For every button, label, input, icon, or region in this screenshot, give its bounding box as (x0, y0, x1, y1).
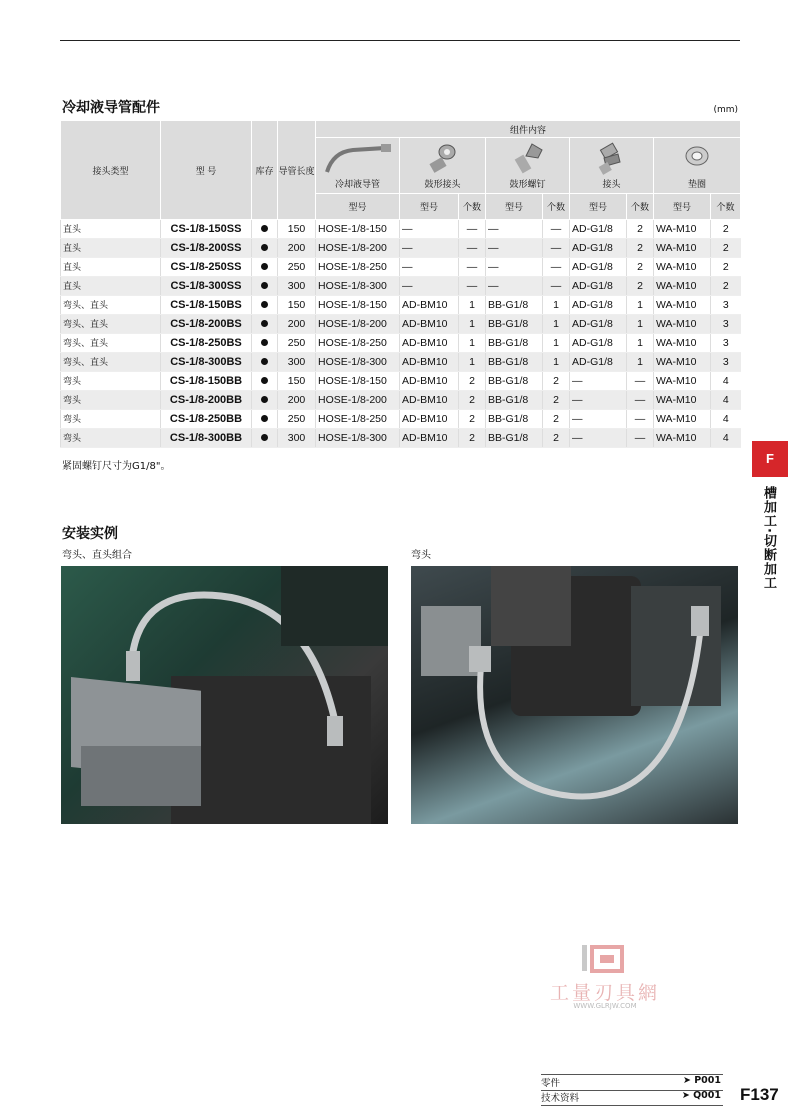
table-cell-w-n: 3 (711, 296, 741, 315)
stock-available-icon (261, 377, 268, 384)
table-cell-j: — (570, 391, 627, 410)
caption-right: 弯头 (411, 550, 431, 561)
table-cell-w-n: 3 (711, 315, 741, 334)
table-cell-j: AD-G1/8 (570, 296, 627, 315)
table-row (61, 239, 741, 258)
table-cell-j: AD-G1/8 (570, 239, 627, 258)
table-cell-w: WA-M10 (654, 277, 711, 296)
table-cell-dj-n: 2 (459, 429, 486, 448)
stock-available-icon (261, 415, 268, 422)
stock-available-icon (261, 301, 268, 308)
stock-available-icon (261, 358, 268, 365)
header-drum-joint: 鼓形接头 (400, 138, 486, 194)
table-cell-dj-n: 2 (459, 372, 486, 391)
table-cell-w: WA-M10 (654, 429, 711, 448)
caption-left: 弯头、直头组合 (62, 550, 132, 561)
table-cell-w: WA-M10 (654, 334, 711, 353)
table-cell-w-n: 2 (711, 258, 741, 277)
table-cell-j-n: — (627, 391, 654, 410)
table-cell-dj: AD-BM10 (400, 315, 459, 334)
table-cell-j-n: — (627, 410, 654, 429)
table-row (61, 277, 741, 296)
table-cell-length: 250 (278, 258, 316, 277)
header-contents: 组件内容 (316, 121, 741, 138)
table-cell-j: — (570, 410, 627, 429)
table-cell-j: AD-G1/8 (570, 277, 627, 296)
table-cell-j-n: 1 (627, 353, 654, 372)
table-cell-ds-n: 2 (543, 372, 570, 391)
table-cell-ds-n: 2 (543, 429, 570, 448)
table-cell-w-n: 4 (711, 372, 741, 391)
table-cell-w-n: 3 (711, 334, 741, 353)
table-cell-hose: HOSE-1/8-300 (316, 277, 400, 296)
table-cell-model: CS-1/8-300SS (161, 277, 252, 296)
table-cell-type: 弯头 (61, 391, 161, 410)
table-cell-type: 弯头、直头 (61, 296, 161, 315)
table-cell-length: 300 (278, 429, 316, 448)
table-cell-ds-n: — (543, 220, 570, 239)
table-cell-length: 150 (278, 220, 316, 239)
table-cell-ds: BB-G1/8 (486, 296, 543, 315)
photo-illustration-left (61, 566, 388, 824)
table-row (61, 296, 741, 315)
table-cell-ds: — (486, 239, 543, 258)
table-cell-model: CS-1/8-200BS (161, 315, 252, 334)
stock-dot-cell (252, 220, 278, 239)
table-cell-ds: BB-G1/8 (486, 410, 543, 429)
table-cell-dj: — (400, 220, 459, 239)
stock-available-icon (261, 339, 268, 346)
table-cell-ds: BB-G1/8 (486, 353, 543, 372)
table-cell-j: — (570, 429, 627, 448)
table-cell-j-n: — (627, 372, 654, 391)
stock-available-icon (261, 396, 268, 403)
table-row (61, 334, 741, 353)
table-cell-ds-n: — (543, 258, 570, 277)
table-cell-w-n: 4 (711, 429, 741, 448)
table-cell-dj: AD-BM10 (400, 429, 459, 448)
subheader-dj-qty: 个数 (459, 194, 486, 220)
section-title: 冷却液导管配件 (62, 100, 160, 116)
table-cell-length: 300 (278, 353, 316, 372)
subheader-dj-model: 型号 (400, 194, 459, 220)
table-cell-model: CS-1/8-300BS (161, 353, 252, 372)
table-cell-w-n: 3 (711, 353, 741, 372)
table-cell-type: 弯头、直头 (61, 353, 161, 372)
subheader-w-qty: 个数 (711, 194, 741, 220)
table-cell-type: 弯头、直头 (61, 334, 161, 353)
table-cell-dj: — (400, 277, 459, 296)
table-cell-hose: HOSE-1/8-200 (316, 391, 400, 410)
table-cell-model: CS-1/8-250SS (161, 258, 252, 277)
table-cell-ds-n: 1 (543, 315, 570, 334)
table-cell-w: WA-M10 (654, 296, 711, 315)
table-cell-ds: — (486, 258, 543, 277)
stock-dot-cell (252, 315, 278, 334)
table-cell-ds-n: — (543, 277, 570, 296)
table-cell-w: WA-M10 (654, 258, 711, 277)
table-cell-length: 200 (278, 315, 316, 334)
table-cell-model: CS-1/8-300BB (161, 429, 252, 448)
table-cell-model: CS-1/8-150BS (161, 296, 252, 315)
stock-available-icon (261, 320, 268, 327)
table-cell-dj-n: 2 (459, 410, 486, 429)
table-cell-j-n: — (627, 429, 654, 448)
table-cell-w: WA-M10 (654, 220, 711, 239)
ref-tech[interactable] (541, 1090, 723, 1106)
table-cell-ds-n: 1 (543, 334, 570, 353)
table-cell-dj-n: 1 (459, 296, 486, 315)
chapter-title: 槽加工·切断加工 (761, 486, 776, 590)
table-cell-type: 弯头 (61, 372, 161, 391)
table-cell-model: CS-1/8-200BB (161, 391, 252, 410)
table-cell-ds-n: 1 (543, 296, 570, 315)
stock-dot-cell (252, 410, 278, 429)
table-cell-length: 150 (278, 372, 316, 391)
photo-illustration-right (411, 566, 738, 824)
spec-table (60, 120, 741, 448)
stock-available-icon (261, 282, 268, 289)
table-cell-w: WA-M10 (654, 410, 711, 429)
stock-dot-cell (252, 429, 278, 448)
table-cell-dj: AD-BM10 (400, 334, 459, 353)
subheader-ds-model: 型号 (486, 194, 543, 220)
subheader-w-model: 型号 (654, 194, 711, 220)
table-cell-type: 直头 (61, 220, 161, 239)
table-cell-ds: BB-G1/8 (486, 315, 543, 334)
table-cell-hose: HOSE-1/8-250 (316, 410, 400, 429)
header-length: 导管长度 (278, 121, 316, 220)
header-joint: 接头 (570, 138, 654, 194)
stock-dot-cell (252, 391, 278, 410)
table-cell-type: 弯头 (61, 429, 161, 448)
ref-parts-page[interactable]: ➤ P001 (682, 1075, 721, 1086)
ref-parts-label: 零件 (541, 1078, 561, 1089)
table-cell-hose: HOSE-1/8-200 (316, 239, 400, 258)
table-cell-j: AD-G1/8 (570, 353, 627, 372)
table-row (61, 372, 741, 391)
table-cell-j-n: 2 (627, 258, 654, 277)
table-cell-dj: AD-BM10 (400, 372, 459, 391)
banjo-screw-icon (508, 142, 548, 176)
table-cell-ds: BB-G1/8 (486, 334, 543, 353)
table-cell-j-n: 2 (627, 239, 654, 258)
table-row (61, 391, 741, 410)
table-row (61, 429, 741, 448)
table-cell-j: AD-G1/8 (570, 334, 627, 353)
table-cell-j-n: 2 (627, 220, 654, 239)
watermark-url: WWW.GLRJW.COM (573, 1002, 637, 1010)
table-cell-j-n: 1 (627, 296, 654, 315)
table-cell-dj: AD-BM10 (400, 296, 459, 315)
watermark-logo-icon (580, 943, 630, 977)
table-cell-ds: BB-G1/8 (486, 429, 543, 448)
table-cell-dj-n: — (459, 258, 486, 277)
table-row (61, 353, 741, 372)
table-cell-ds-n: 2 (543, 391, 570, 410)
subheader-hose-model: 型号 (316, 194, 400, 220)
header-hose: 冷却液导管 (316, 138, 400, 194)
table-cell-ds: — (486, 277, 543, 296)
table-cell-length: 300 (278, 277, 316, 296)
adapter-icon (592, 142, 632, 176)
table-cell-w: WA-M10 (654, 391, 711, 410)
table-cell-j: AD-G1/8 (570, 315, 627, 334)
table-cell-model: CS-1/8-150SS (161, 220, 252, 239)
table-cell-type: 直头 (61, 258, 161, 277)
table-cell-w: WA-M10 (654, 372, 711, 391)
table-cell-j-n: 1 (627, 315, 654, 334)
banjo-joint-icon (423, 142, 463, 176)
table-cell-hose: HOSE-1/8-150 (316, 296, 400, 315)
stock-dot-cell (252, 372, 278, 391)
table-cell-ds: — (486, 220, 543, 239)
table-cell-w-n: 4 (711, 410, 741, 429)
header-joint-type: 接头类型 (61, 121, 161, 220)
table-cell-j: AD-G1/8 (570, 220, 627, 239)
stock-available-icon (261, 263, 268, 270)
table-cell-type: 弯头、直头 (61, 315, 161, 334)
table-cell-dj: AD-BM10 (400, 410, 459, 429)
table-cell-type: 弯头 (61, 410, 161, 429)
page-number: F137 (740, 1085, 779, 1104)
stock-dot-cell (252, 334, 278, 353)
stock-dot-cell (252, 353, 278, 372)
table-cell-length: 150 (278, 296, 316, 315)
table-row (61, 410, 741, 429)
subheader-ds-qty: 个数 (543, 194, 570, 220)
table-body (61, 220, 741, 448)
table-cell-hose: HOSE-1/8-300 (316, 429, 400, 448)
table-cell-w-n: 2 (711, 220, 741, 239)
header-drum-screw: 鼓形螺钉 (486, 138, 570, 194)
table-cell-hose: HOSE-1/8-150 (316, 372, 400, 391)
table-cell-length: 250 (278, 410, 316, 429)
ref-tech-page[interactable]: ➤ Q001 (681, 1090, 721, 1101)
table-cell-dj-n: — (459, 239, 486, 258)
table-cell-dj: AD-BM10 (400, 353, 459, 372)
subheader-j-model: 型号 (570, 194, 627, 220)
table-row (61, 220, 741, 239)
table-cell-dj-n: 2 (459, 391, 486, 410)
table-note: 紧固螺钉尺寸为G1/8"。 (62, 461, 171, 472)
chapter-tab[interactable]: F (752, 441, 788, 477)
table-cell-model: CS-1/8-250BS (161, 334, 252, 353)
stock-dot-cell (252, 296, 278, 315)
stock-available-icon (261, 434, 268, 441)
table-cell-model: CS-1/8-200SS (161, 239, 252, 258)
table-cell-ds-n: 1 (543, 353, 570, 372)
hose-icon (323, 142, 393, 176)
table-cell-hose: HOSE-1/8-200 (316, 315, 400, 334)
table-cell-dj-n: — (459, 277, 486, 296)
table-cell-j: AD-G1/8 (570, 258, 627, 277)
ref-tech-label: 技术资料 (541, 1093, 580, 1104)
table-cell-type: 直头 (61, 277, 161, 296)
stock-dot-cell (252, 277, 278, 296)
table-cell-j-n: 2 (627, 277, 654, 296)
table-cell-dj-n: 1 (459, 315, 486, 334)
table-cell-dj-n: 1 (459, 334, 486, 353)
subheader-j-qty: 个数 (627, 194, 654, 220)
install-title: 安装实例 (62, 526, 118, 542)
table-cell-ds: BB-G1/8 (486, 372, 543, 391)
ref-parts[interactable] (541, 1074, 723, 1091)
install-photo-left (61, 566, 388, 824)
table-cell-length: 200 (278, 239, 316, 258)
header-model: 型 号 (161, 121, 252, 220)
stock-dot-cell (252, 258, 278, 277)
table-row (61, 315, 741, 334)
stock-dot-cell (252, 239, 278, 258)
washer-icon (677, 142, 717, 176)
stock-available-icon (261, 225, 268, 232)
watermark-text: 工量刃具網 (549, 982, 660, 1004)
table-cell-model: CS-1/8-250BB (161, 410, 252, 429)
unit-label: (mm) (713, 105, 738, 115)
stock-available-icon (261, 244, 268, 251)
table-cell-ds-n: — (543, 239, 570, 258)
header-washer: 垫圈 (654, 138, 741, 194)
table-cell-hose: HOSE-1/8-250 (316, 334, 400, 353)
table-cell-length: 250 (278, 334, 316, 353)
table-cell-dj-n: — (459, 220, 486, 239)
table-cell-dj: AD-BM10 (400, 391, 459, 410)
table-cell-w-n: 4 (711, 391, 741, 410)
table-cell-w-n: 2 (711, 239, 741, 258)
table-row (61, 258, 741, 277)
table-cell-dj-n: 1 (459, 353, 486, 372)
top-rule (60, 40, 740, 41)
table-cell-w: WA-M10 (654, 353, 711, 372)
header-stock: 库存 (252, 121, 278, 220)
table-cell-j: — (570, 372, 627, 391)
install-photo-right (411, 566, 738, 824)
table-cell-hose: HOSE-1/8-150 (316, 220, 400, 239)
table-cell-hose: HOSE-1/8-300 (316, 353, 400, 372)
table-cell-w: WA-M10 (654, 239, 711, 258)
table-cell-j-n: 1 (627, 334, 654, 353)
table-cell-length: 200 (278, 391, 316, 410)
table-cell-ds: BB-G1/8 (486, 391, 543, 410)
table-cell-hose: HOSE-1/8-250 (316, 258, 400, 277)
table-cell-ds-n: 2 (543, 410, 570, 429)
table-cell-model: CS-1/8-150BB (161, 372, 252, 391)
table-cell-dj: — (400, 258, 459, 277)
table-cell-type: 直头 (61, 239, 161, 258)
table-cell-dj: — (400, 239, 459, 258)
table-cell-w: WA-M10 (654, 315, 711, 334)
table-cell-w-n: 2 (711, 277, 741, 296)
